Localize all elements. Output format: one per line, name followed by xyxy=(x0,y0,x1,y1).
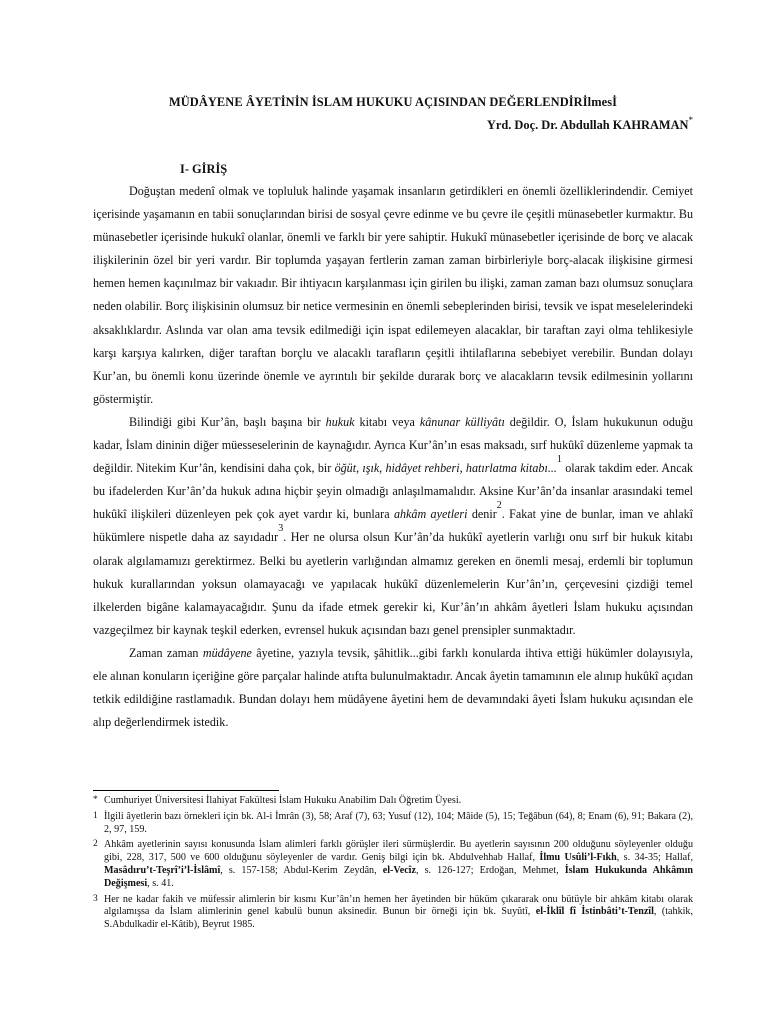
body-text xyxy=(93,180,693,734)
emphasis: müdâyene xyxy=(202,645,252,660)
paragraph-2: Bilindiği gibi Kur’ân, başlı başına bir hukuk kitabı veya kânunar külliyâtı değildir. O, İslam hukukunun oduğu kadar, İslam dininin diğer müesseselerinin de kaynağıdır. Ayrıca Kur’ân’ın esas maksadı, sırf hukûkî düzenleme yapmak ta değildir. Nitekim Kur’ân, kendisini daha çok, bir öğüt, ışık, hidâyet rehberi, hatırlatma kitabı...$^1$ olarak takdim eder. Ancak bu ifadelerden Kur’ân’da hukuk adına hiçbir şeyin olmadığı anlaşılmamalıdır. Aksine Kur’ân’da insanlar arasındaki temel hukûkî ilişkileri düzenleyen pek çok ayet vardır ki, bunlara ahkâm ayetleri denir$^2$. Fakat yine de bunlar, iman ve ahlakî hükümlere nispetle daha az sayıdadır$^3$. Her ne olursa olsun Kur’ân’da hukûkî ayetlerin varlığı onu sırf bir hukuk kitabı olarak algılamamızı gerektirmez. Belki bu ayetlerin varlığından almamız gereken en önemli mesaj, erdemli bir toplumun hukuk kurallarından yoksun olamayacağı ve yapılacak hukûkî düzenlemelerin Kur’ân’ın, çerçevesini çizdiği temel ilkelerden bigâne kalamayacağıdır. Şunu da ifade etmek gerekir ki, Kur’ân’ın ahkâm âyetleri İslam hukuku açısından vazgeçilmez bir kaynak teşkil ederken, evrensel hukuk açısından bazı genel prensipler sunmaktadır. xyxy=(93,414,694,637)
emphasis: ahkâm ayetleri xyxy=(393,507,468,522)
emphasis: kânunar külliyâtı xyxy=(419,414,505,429)
footnote-ref-2[interactable]: 2 xyxy=(496,500,502,512)
author-name: Yrd. Doç. Dr. Abdullah KAHRAMAN xyxy=(486,118,689,132)
footnote-3: 3 Her ne kadar fakih ve müfessir alimlerin bir kısmı Kur’ân’ın hemen her âyetinden bir hüküm çıkararak onu bütüyle bir ahkâm kitabı olarak algılamışsa da İslam alimlerinin genel kabulü bunun aksinedir. Bunun bir örneği için bk. Suyûtî, el-İklîl fî İstinbâti’t-Tenzîl, (tahkik, S.Abdulkadir el-Kâtib), Beyrut 1985. xyxy=(93,893,693,931)
footnote-mark: 1 xyxy=(93,810,98,821)
author-footnote-mark: * xyxy=(688,115,693,125)
footnote-1: 1 İlgili âyetlerin bazı örnekleri için bk. Al-i İmrân (3), 58; Araf (7), 63; Yusuf (12), 104; Mâide (5), 15; Teğâbun (64), 8; Enam (6), 91; Bakara (2), 2, 97, 159. xyxy=(93,810,693,835)
footnote-ref-3[interactable]: 3 xyxy=(278,523,284,535)
footnote-mark: 2 xyxy=(93,839,98,850)
author-line xyxy=(486,115,693,133)
footnote-separator xyxy=(93,790,279,791)
section-heading: I- GİRİŞ xyxy=(180,162,228,176)
paragraph-1: Doğuştan medenî olmak ve topluluk halinde yaşamak insanların getirdikleri en önemli özelliklerindendir. Cemiyet içerisinde yaşamanın en tabii sonuçlarından birisi de sosyal çevre edinme ve bu çevre ile çeşitli münasebetler kurmaktır. Bu münasebetler içerisinde hukukî olanlar, önemli ve farklı bir yere sahiptir. Hukukî münasebetler içerisinde de borç ve alacak ilişkilerinin özel bir yeri vardır. Bir toplumda yaşayan fertlerin zaman zaman birbirleriyle borç-alacak ilişkisine girmesi hemen hemen kaçınılmaz bir vakıadır. Bir ihtiyacın karşılanması için girilen bu ilişki, zaman zaman bazı olumsuz sonuçlara neden olabilir. Borç ilişkisinin olumsuz bir netice vermesinin en önemli sebeplerinden birisi, tevsik ve ispat meselelerindeki aksaklıklardır. Aslında var olan ama tevsik edilmediği için ispat edilemeyen alacaklar, bir taraftan zayi olma tehlikesiyle karşı karşıya kalırken, diğer taraftan borçlu ve alacaklı tarafların çeşitli ihtilaflarına sebebiyet verebilir. Bundan dolayı Kur’an, bu önemli konu üzerinde önemle ve ayrıntılı bir şekilde durarak borç ve alacakların tevsik edilmesinin yollarını göstermiştir. xyxy=(93,184,693,406)
footnote-mark: * xyxy=(93,795,98,805)
footnote-mark: 3 xyxy=(93,893,98,904)
footnotes xyxy=(93,795,693,934)
paragraph-3: Zaman zaman müdâyene âyetine, yazıyla tevsik, şâhitlik...gibi farklı konularda ihtiva ettiği hükümler dolayısıyla, ele alınan konuların içeriğine göre parçalar halinde atıfta bulunulmaktadır. Ancak âyetin tamamının ele alınıp hukûkî açıdan tetkik edildiğine rastlamadık. Bundan dolayı hem müdâyene âyetini hem de devamındaki âyeti İslam hukuku açısından ele alıp değerlendirmek istedik. xyxy=(93,645,693,730)
footnote-2: 2 Ahkâm ayetlerinin sayısı konusunda İslam alimleri farklı görüşler ileri sürmüşlerdir. Bu ayetlerin sayısının 200 olduğunu söyleyenler olduğu gibi, 228, 317, 500 ve 600 olduğunu söyleyenler de vardır. Geniş bilgi için bk. Abdulvehhab Hallaf, İlmu Usûli’l-Fıkh, s. 34-35; Hallaf, Masâdıru’t-Teşrî’i’l-İslâmî, s. 157-158; Abdul-Kerim Zeydân, el-Vecîz, s. 126-127; Erdoğan, Mehmet, İslam Hukukunda Ahkâmın Değişmesi, s. 41. xyxy=(93,839,694,889)
footnote-author: * Cumhuriyet Üniversitesi İlahiyat Fakültesi İslam Hukuku Anabilim Dalı Öğretim Üyesi. xyxy=(93,795,462,806)
footnote-ref-1[interactable]: 1 xyxy=(556,454,562,466)
article-title: MÜDÂYENE ÂYETİNİN İSLAM HUKUKU AÇISINDAN DEĞERLENDİRİlmesİ xyxy=(168,95,618,109)
emphasis: hukuk xyxy=(325,414,355,429)
emphasis: öğüt, ışık, hidâyet rehberi, hatırlatma kitabı... xyxy=(334,461,557,476)
